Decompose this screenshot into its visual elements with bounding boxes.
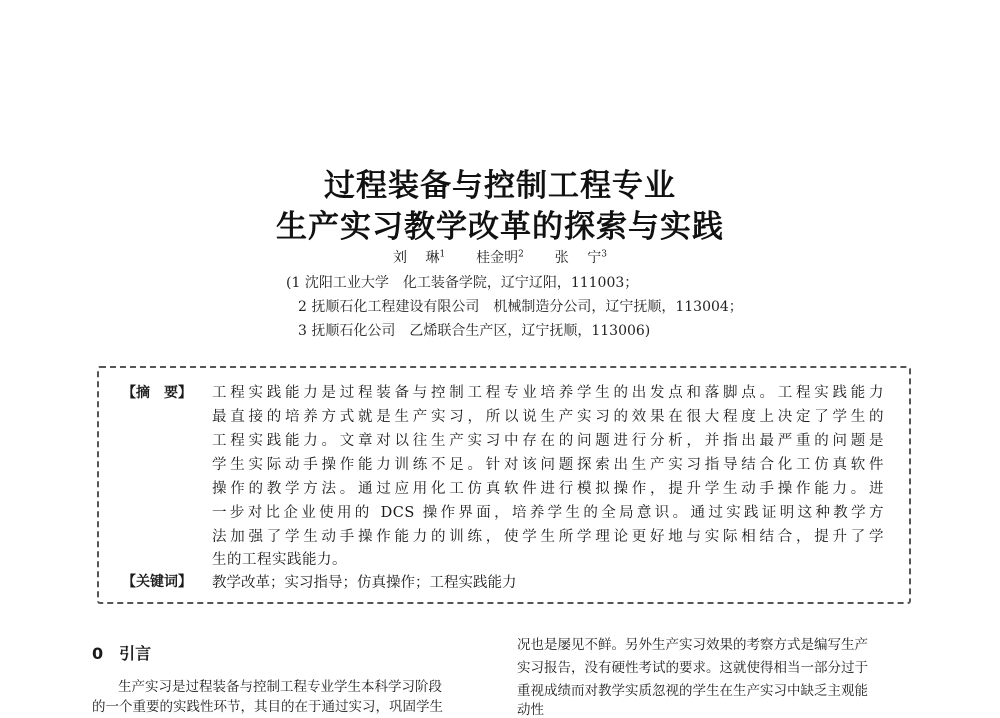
author-affiliation-mark: 3	[601, 249, 607, 260]
author-affiliation-mark: 1	[439, 249, 446, 260]
abstract-label: 【摘 要】	[122, 385, 192, 401]
affiliation: 2 抚顺石化工程建设有限公司 机械制造分公司，辽宁抚顺，113004；	[298, 299, 743, 315]
body-text-line: 动性	[517, 702, 544, 718]
body-text-line: 实习报告，没有硬性考试的要求。这就使得相当一部分过于	[517, 660, 868, 676]
title-line-2: 生产实习教学改革的探索与实践	[276, 209, 724, 245]
body-text-line: 重视成绩而对教学实质忽视的学生在生产实习中缺乏主观能	[517, 683, 868, 699]
abstract-line: 操作的教学方法。通过应用化工仿真软件进行模拟操作，提升学生动手操作能力。进	[212, 481, 884, 497]
author-name: 桂金明	[476, 250, 519, 266]
abstract-line: 学生实际动手操作能力训练不足。针对该问题探索出生产实习指导结合化工仿真软件	[212, 457, 884, 473]
affiliation: 3 抚顺石化公司 乙烯联合生产区，辽宁抚顺，113006)	[298, 323, 651, 339]
abstract-line: 工程实践能力。文章对以往生产实习中存在的问题进行分析，并指出最严重的问题是	[212, 433, 884, 449]
abstract-line: 生的工程实践能力。	[212, 552, 347, 568]
author-name: 刘 琳	[393, 250, 440, 266]
body-text-line: 生产实习是过程装备与控制工程专业学生本科学习阶段	[118, 679, 442, 695]
abstract-line: 最直接的培养方式就是生产实习，所以说生产实习的效果在很大程度上决定了学生的	[212, 409, 884, 425]
affiliation: (1 沈阳工业大学 化工装备学院，辽宁辽阳，111003；	[286, 275, 639, 291]
section-heading: 0 引言	[92, 644, 152, 663]
author-name: 张 宁	[554, 250, 602, 266]
abstract-line: 一步对比企业使用的 DCS 操作界面，培养学生的全局意识。通过实践证明这种教学方	[212, 505, 884, 521]
title-line-1: 过程装备与控制工程专业	[324, 168, 676, 204]
abstract-line: 法加强了学生动手操作能力的训练，使学生所学理论更好地与实际相结合，提升了学	[212, 529, 884, 545]
author-list	[0, 247, 1000, 267]
body-text-line: 的一个重要的实践性环节，其目的在于通过实习，巩固学生	[92, 699, 443, 715]
abstract-line: 工程实践能力是过程装备与控制工程专业培养学生的出发点和落脚点。工程实践能力	[212, 385, 884, 401]
keywords-label: 【关键词】	[122, 574, 192, 590]
keywords-text: 教学改革；实习指导；仿真操作；工程实践能力	[212, 575, 517, 591]
author-affiliation-mark: 2	[518, 249, 524, 260]
body-text-line: 况也是屡见不鲜。另外生产实习效果的考察方式是编写生产	[517, 637, 868, 653]
